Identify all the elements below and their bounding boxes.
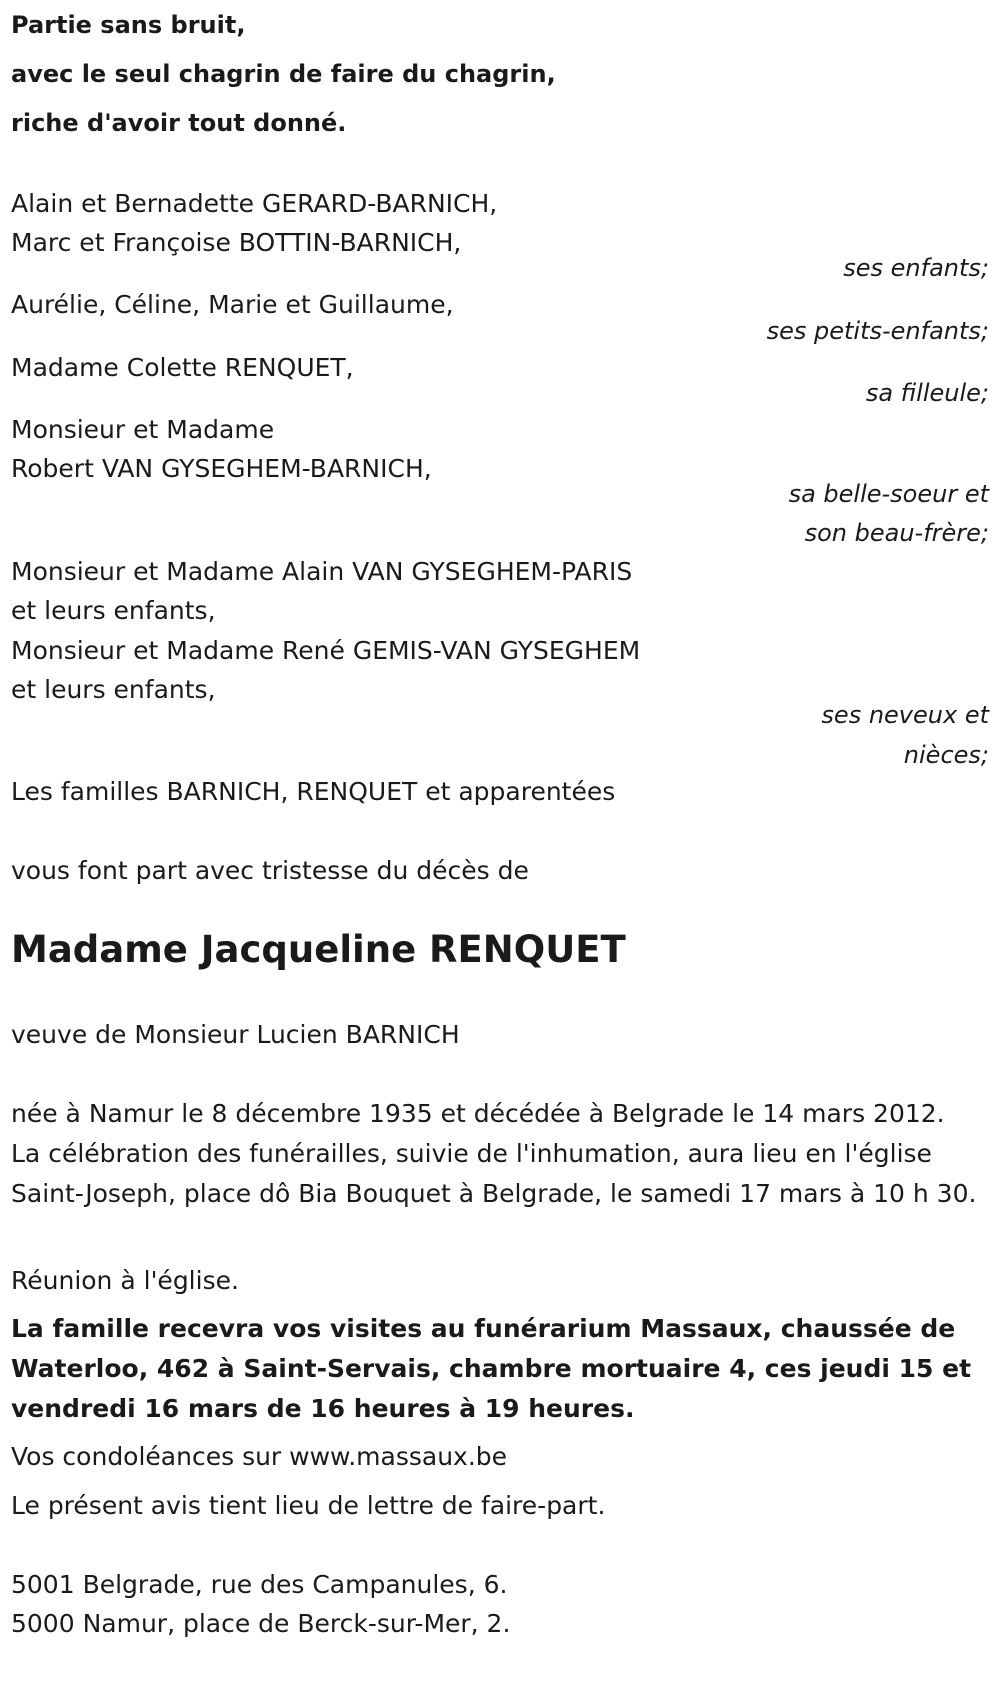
visits-details: La famille recevra vos visites au funérarium Massaux, chaussée de Waterloo, 462 à Saint-Servais, chambre mortuaire 4, ces jeudi 15 et vendredi 16 mars de 16 heures à 19 heures.: [11, 1314, 972, 1423]
grandchildren-names: Aurélie, Céline, Marie et Guillaume,: [11, 290, 454, 319]
birth-death-dates: née à Namur le 8 décembre 1935 et décédée à Belgrade le 14 mars 2012.: [11, 1099, 945, 1128]
poem-line: Partie sans bruit,: [11, 11, 246, 39]
nephews-name: et leurs enfants,: [11, 596, 216, 625]
poem-line: riche d'avoir tout donné.: [11, 109, 347, 137]
address-line: 5001 Belgrade, rue des Campanules, 6.: [11, 1570, 508, 1599]
address-line: 5000 Namur, place de Berck-sur-Mer, 2.: [11, 1609, 511, 1638]
nephews-name: Monsieur et Madame Alain VAN GYSEGHEM-PARIS: [11, 557, 633, 586]
nephews-name: Monsieur et Madame René GEMIS-VAN GYSEGHEM: [11, 636, 641, 665]
condolences-line: Vos condoléances sur www.massaux.be: [11, 1442, 508, 1471]
notice-line: Le présent avis tient lieu de lettre de faire-part.: [11, 1491, 606, 1520]
families-line: Les familles BARNICH, RENQUET et apparentées: [11, 777, 616, 806]
obituary-notice: [11, 0, 989, 1690]
children-name: Marc et Françoise BOTTIN-BARNICH,: [11, 228, 462, 257]
grandchildren-role: ses petits-enfants;: [766, 317, 989, 345]
funeral-details: La célébration des funérailles, suivie de l'inhumation, aura lieu en l'église Saint-Joseph, place dô Bia Bouquet à Belgrade, le samedi 17 mars à 10 h 30.: [11, 1139, 977, 1208]
inlaws-name: Monsieur et Madame: [11, 415, 275, 444]
widow-of: veuve de Monsieur Lucien BARNICH: [11, 1020, 460, 1049]
nephews-role: nièces;: [903, 741, 989, 769]
goddaughter-role: sa filleule;: [865, 379, 989, 407]
inlaws-role: son beau-frère;: [804, 519, 989, 547]
goddaughter-name: Madame Colette RENQUET,: [11, 353, 354, 382]
nephews-role: ses neveux et: [821, 701, 989, 729]
deceased-name: Madame Jacqueline RENQUET: [11, 928, 626, 971]
inlaws-name: Robert VAN GYSEGHEM-BARNICH,: [11, 454, 432, 483]
inlaws-role: sa belle-soeur et: [788, 480, 989, 508]
children-name: Alain et Bernadette GERARD-BARNICH,: [11, 189, 498, 218]
meeting-note: Réunion à l'église.: [11, 1266, 239, 1295]
nephews-name: et leurs enfants,: [11, 675, 216, 704]
poem-line: avec le seul chagrin de faire du chagrin,: [11, 60, 556, 88]
children-role: ses enfants;: [843, 254, 989, 282]
announcement: vous font part avec tristesse du décès de: [11, 856, 529, 885]
